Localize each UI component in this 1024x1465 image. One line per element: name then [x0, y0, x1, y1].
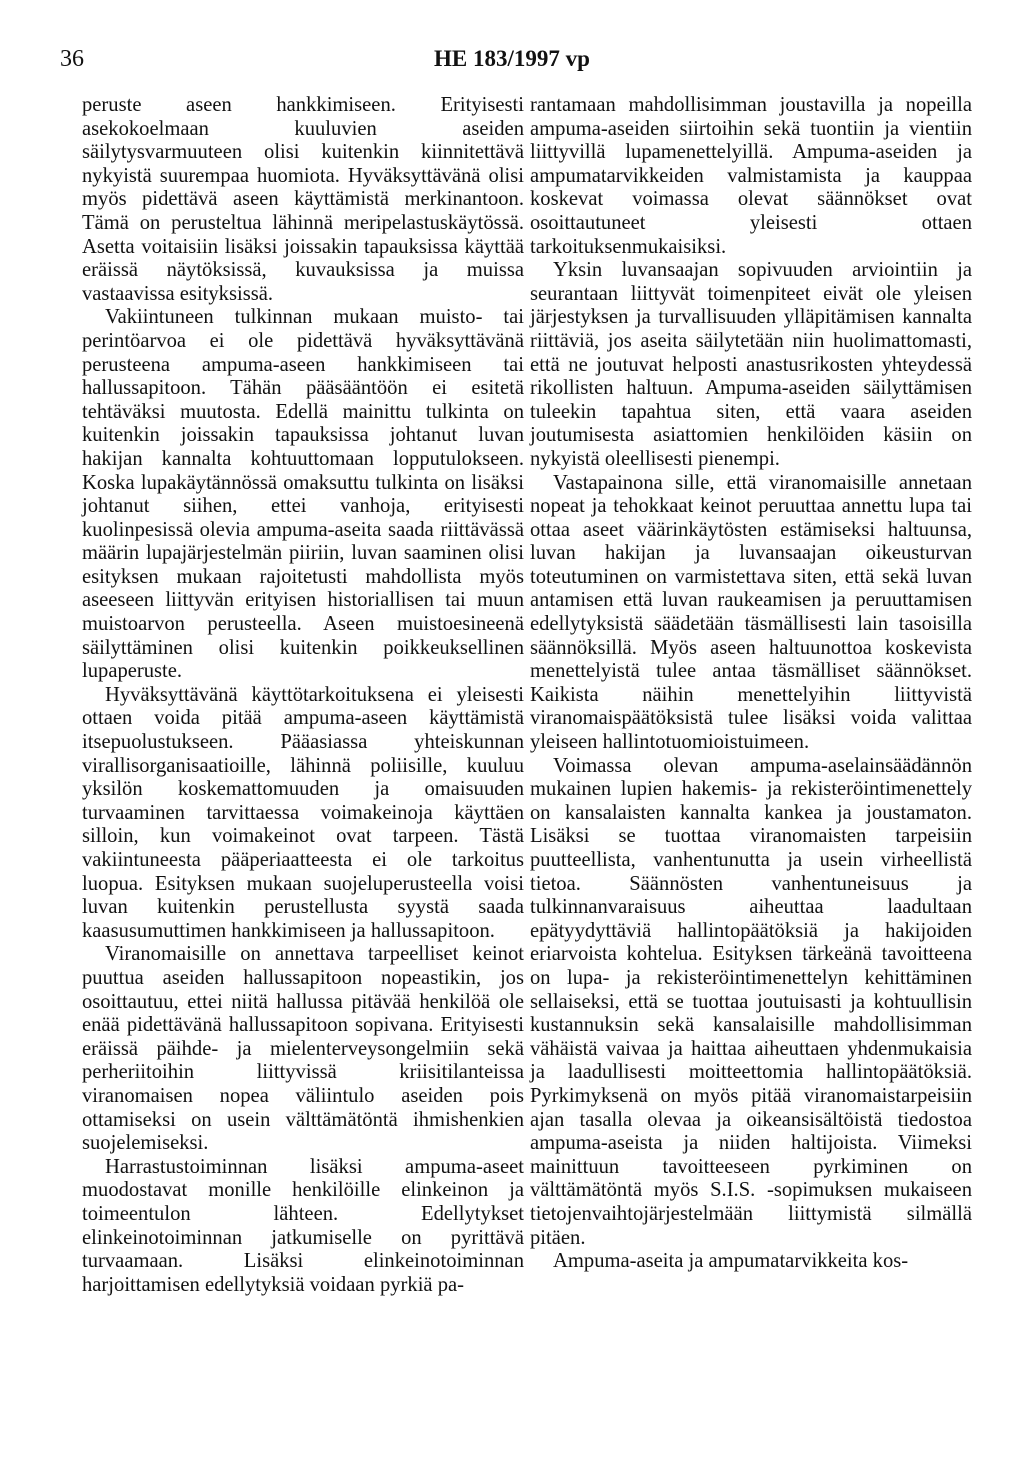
paragraph: Yksin luvansaajan sopivuuden arviointiin ja seurantaan liittyvät toimenpiteet eivät ole yleisen järjestyksen ja turvallisuuden ylläpitämisen kannalta riittäviä, jos aseita säilytetään niin huolimattomasti, että ne joutuvat helposti anastusrikosten yhteydessä rikollisten haltuun. Ampuma-aseiden säilyttämisen tuleekin tapahtua siten, että vaara aseiden joutumisesta asiattomien henkilöiden käsiin on nykyistä oleellisesti pienempi. — [530, 259, 972, 470]
paragraph: Ampuma-aseita ja ampumatarvikkeita kos- — [553, 1250, 909, 1273]
paragraph: Voimassa olevan ampuma-aselainsäädännön mukainen lupien hakemis- ja rekisteröintimenettely on kansalaisten kannalta kankea ja joustamaton. Lisäksi se tuottaa viranomaisten tarpeisiin puutteellista, vanhentunutta ja usein virheellistä tietoa. Säännösten vanhentuneisuus ja tulkinnanvaraisuus aiheuttaa laadultaan epätyydyttäviä hallintopäätöksiä ja hakijoiden eriarvoista kohtelua. Esityksen tärkeänä tavoitteena on lupa- ja rekisteröintimenettelyn kehittäminen sellaiseksi, että se tuottaa joutuisasti ja kohtuullisin kustannuksin sekä kansalaisille mahdollisimman vähäistä vaivaa ja haittaa aiheuttaen yhdenmukaisia ja laadullisesti moitteettomia hallintopäätöksiä. Pyrkimyksenä on myös pitää viranomaistarpeisiin ajan tasalla olevaa ja oikeansisältöistä tiedostoa ampuma-aseista ja niiden haltijoista. Viimeksi mainittuun tavoitteeseen pyrkiminen on välttämätöntä myös S.I.S. -sopimuksen mukaiseen tietojenvaihtojärjestelmään liittymistä silmällä pitäen. — [530, 754, 972, 1249]
paragraph: Viranomaisille on annettava tarpeelliset keinot puuttua aseiden hallussapitoon nopeastikin, jos osoittautuu, ettei niitä hallussa pitävää henkilöä ole enää pidettävänä hallussapitoon sopivana. Erityisesti eräissä päihde- ja mielenterveysongelmiin sekä perheriitoihin liittyvissä kriisitilanteissa viranomaisen nopea väliintulo aseiden pois ottamiseksi on usein välttämätöntä ihmishenkien suojelemiseksi. — [82, 943, 524, 1155]
paragraph: rantamaan mahdollisimman joustavilla ja nopeilla ampuma-aseiden siirtoihin sekä tuontiin ja vientiin liittyvillä lupamenettelyillä. Ampuma-aseiden ja ampumatarvikkeiden valmistamista ja kauppaa koskevat voimassa olevat säännökset ovat osoittautuneet yleisesti ottaen tarkoituksenmukaisiksi. — [530, 94, 972, 258]
paragraph: Vastapainona sille, että viranomaisille annetaan nopeat ja tehokkaat keinot peruuttaa annettu lupa tai ottaa aseet väärinkäytösten estämiseksi haltuunsa, luvan hakijan ja luvansaajan oikeusturvan toteutuminen on varmistettava siten, että sekä luvan antamisen että luvan raukeamisen ja peruuttamisen edellytyksistä säädetään täsmällisesti lain tasoisilla säännöksillä. Myös aseen haltuunottoa koskevista menettelyistä tulee antaa täsmälliset säännökset. Kaikista näihin menettelyihin liittyvistä viranomaispäätöksistä tulee lisäksi voida valittaa yleiseen hallintotuomioistuimeen. — [530, 471, 972, 754]
left-column — [82, 94, 524, 1297]
right-column — [530, 94, 972, 1274]
paragraph: Vakiintuneen tulkinnan mukaan muisto- tai perintöarvoa ei ole pidettävä hyväksyttävänä perusteena ampuma-aseen hankkimiseen tai hallussapitoon. Tähän pääsääntöön ei esitetä tehtäväksi muutosta. Edellä mainittu tulkinta on kuitenkin joissakin tapauksissa johtanut luvan hakijan kannalta kohtuuttomaan lopputulokseen. Koska lupakäytännössä omaksuttu tulkinta on lisäksi johtanut siihen, ettei vanhoja, erityisesti kuolinpesissä olevia ampuma-aseita saada riittävässä määrin lupajärjestelmän piiriin, luvan saaminen olisi esityksen mukaan rajoitetusti mahdollista myös aseeseen liittyvän erityisen historiallisen tai muun muistoarvon perusteella. Aseen muistoesineenä säilyttäminen olisi kuitenkin poikkeuksellinen lupaperuste. — [82, 306, 524, 683]
paragraph: Hyväksyttävänä käyttötarkoituksena ei yleisesti ottaen voida pitää ampuma-aseen käyttämistä itsepuolustukseen. Pääasiassa yhteiskunnan virallisorganisaatioille, lähinnä poliisille, kuuluu yksilön koskemattomuuden ja omaisuuden turvaaminen tarvittaessa voimakeinoja käyttäen silloin, kun voimakeinot ovat tarpeen. Tästä vakiintuneesta pääperiaatteesta ei ole tarkoitus luopua. Esityksen mukaan suojeluperusteella voisi luvan kuitenkin perustellusta syystä saada kaasusumuttimen hankkimiseen ja hallussapitoon. — [82, 683, 524, 942]
page-header-title: HE 183/1997 vp — [434, 46, 590, 71]
paragraph: Harrastustoiminnan lisäksi ampuma-aseet muodostavat monille henkilöille elinkeinon ja toimeentulon lähteen. Edellytykset elinkeinotoiminnan jatkumiselle on pyrittävä turvaamaan. Lisäksi elinkeinotoiminnan harjoittamisen edellytyksiä voidaan pyrkiä pa- — [82, 1155, 524, 1296]
page-number: 36 — [60, 46, 84, 72]
paragraph: peruste aseen hankkimiseen. Erityisesti asekokoelmaan kuuluvien aseiden säilytysvarmuuteen olisi kuitenkin kiinnitettävä nykyistä suurempaa huomiota. Hyväksyttävänä olisi myös pidettävä aseen käyttämistä merkinantoon. Tämä on perusteltua lähinnä meripelastuskäytössä. Asetta voitaisiin lisäksi joissakin tapauksissa käyttää eräissä näytöksissä, kuvauksissa ja muissa vastaavissa esityksissä. — [82, 94, 524, 305]
